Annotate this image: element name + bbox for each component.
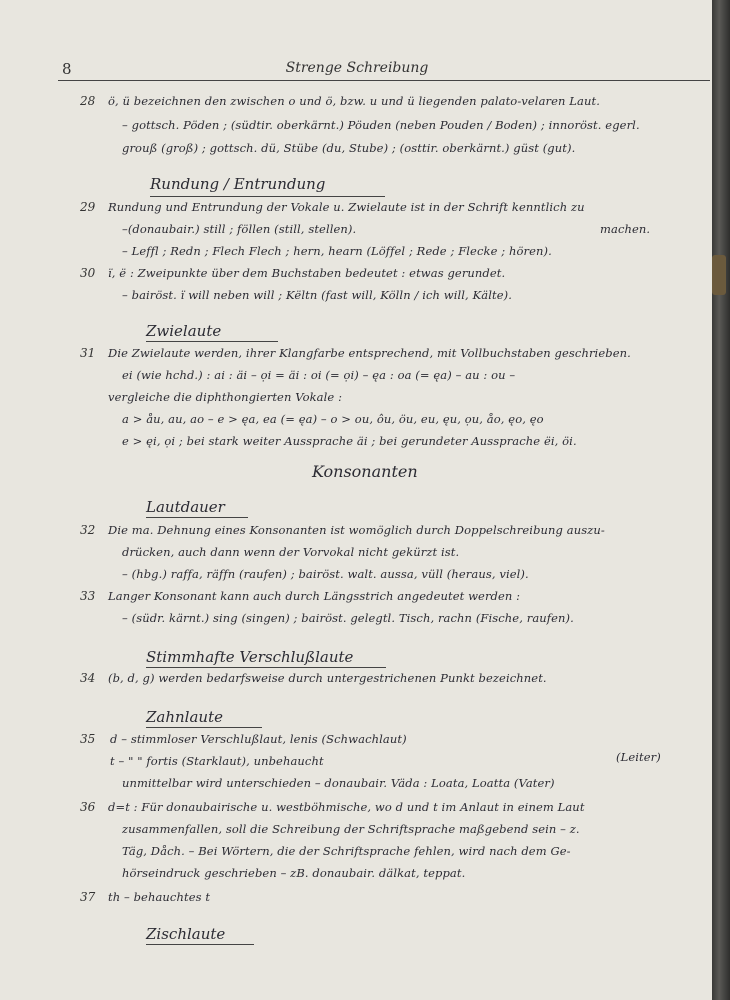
s35-leiter: (Leiter): [616, 750, 661, 764]
heading-stimmhafte-underline: [146, 667, 386, 668]
heading-rundung-underline: [150, 196, 385, 197]
section-number-34: 34: [80, 671, 96, 685]
s35-line-1: d – stimmloser Verschlußlaut, lenis (Schwachlaut): [110, 732, 407, 746]
s28-line-1: ö, ü bezeichnen den zwischen o und ö, bzw. u und ü liegenden palato-velaren Laut.: [108, 94, 600, 108]
s32-line-1: Die ma. Dehnung eines Konsonanten ist womöglich durch Doppelschreibung auszu-: [108, 523, 605, 537]
s36-line-4: hörseindruck geschrieben – zB. donaubair. dälkat, teppat.: [122, 866, 466, 880]
s31-line-3: vergleiche die diphthongierten Vokale :: [108, 390, 343, 404]
section-number-37: 37: [80, 890, 96, 904]
heading-zwielaute-underline: [146, 341, 278, 342]
s29-line-1: Rundung und Entrundung der Vokale u. Zwielaute ist in der Schrift kenntlich zu: [108, 200, 585, 214]
s31-line-4: a > åu, au, ao – e > ęa, ea (= ęa) – o > ou, ôu, öu, eu, ęu, ọu, åo, ęo, ęo: [122, 412, 544, 426]
s36-line-3: Täg, Dåch. – Bei Wörtern, die der Schriftsprache fehlen, wird nach dem Ge-: [122, 844, 571, 858]
heading-zwielaute: Zwielaute: [146, 322, 222, 340]
s35-line-2: t – " " fortis (Starklaut), unbehaucht: [110, 754, 324, 768]
s35-line-3: unmittelbar wird unterschieden – donaubair. Väda : Loata, Loatta (Vater): [122, 776, 555, 790]
heading-zahnlaute: Zahnlaute: [146, 708, 223, 726]
section-number-30: 30: [80, 266, 96, 280]
s29-line-3: – Leffl ; Redn ; Flech Flech ; hern, hearn (Löffel ; Rede ; Flecke ; hören).: [122, 244, 552, 258]
heading-zischlaute-underline: [146, 944, 254, 945]
section-number-33: 33: [80, 589, 96, 603]
s31-line-2: ei (wie hchd.) : ai : äi – ọi = äi : oi (= ọi) – ęa : oa (= ęa) – au : ou –: [122, 368, 516, 382]
s31-line-5: e > ęi, ọi ; bei stark weiter Aussprache äi ; bei gerundeter Aussprache ëi, öi.: [122, 434, 577, 448]
s33-line-1: Langer Konsonant kann auch durch Längsstrich angedeutet werden :: [108, 589, 521, 603]
binding-edge: [712, 0, 730, 1000]
section-number-29: 29: [80, 200, 96, 214]
s30-line-2: – bairöst. ï will neben will ; Këltn (fast will, Kölln / ich will, Kälte).: [122, 288, 512, 302]
heading-rundung: Rundung / Entrundung: [150, 175, 326, 193]
s28-line-2: – gottsch. Pöden ; (südtir. oberkärnt.) Pöuden (neben Pouden / Boden) ; innoröst. egerl.: [122, 118, 640, 132]
s30-line-1: ï, ë : Zweipunkte über dem Buchstaben bedeutet : etwas gerundet.: [108, 266, 506, 280]
heading-stimmhafte: Stimmhafte Verschlußlaute: [146, 648, 354, 666]
running-head: Strenge Schreibung: [285, 60, 429, 76]
header-rule: [58, 80, 710, 81]
heading-zahnlaute-underline: [146, 727, 262, 728]
section-number-36: 36: [80, 800, 96, 814]
s29-line-2-right: machen.: [600, 222, 651, 236]
heading-lautdauer-underline: [146, 517, 248, 518]
section-number-28: 28: [80, 94, 96, 108]
s34-line-1: (b, d, g) werden bedarfsweise durch untergestrichenen Punkt bezeichnet.: [108, 671, 547, 685]
s29-line-2: –(donaubair.) still ; föllen (still, stellen).: [122, 222, 357, 236]
section-number-32: 32: [80, 523, 96, 537]
s32-line-2: drücken, auch dann wenn der Vorvokal nicht gekürzt ist.: [122, 545, 460, 559]
s37-line-1: th – behauchtes t: [108, 890, 211, 904]
s33-line-2: – (südr. kärnt.) sing (singen) ; bairöst. gelegtl. Tisch, rachn (Fische, raufen).: [122, 611, 574, 625]
heading-konsonanten: Konsonanten: [312, 462, 418, 481]
heading-zischlaute: Zischlaute: [146, 925, 226, 943]
s28-line-3: grouß (groß) ; gottsch. dü, Stübe (du, Stube) ; (osttir. oberkärnt.) güst (gut).: [122, 141, 576, 155]
s36-line-1: d=t : Für donaubairische u. westböhmische, wo d und t im Anlaut in einem Laut: [108, 800, 585, 814]
page-number: 8: [62, 60, 72, 78]
section-number-35: 35: [80, 732, 96, 746]
binder-clip: [712, 255, 726, 295]
heading-lautdauer: Lautdauer: [146, 498, 225, 516]
s31-line-1: Die Zwielaute werden, ihrer Klangfarbe entsprechend, mit Vollbuchstaben geschrieben.: [108, 346, 631, 360]
s36-line-2: zusammenfallen, soll die Schreibung der Schriftsprache maßgebend sein – z.: [122, 822, 580, 836]
section-number-31: 31: [80, 346, 96, 360]
s32-line-3: – (hbg.) raffa, räffn (raufen) ; bairöst. walt. aussa, vüll (heraus, viel).: [122, 567, 529, 581]
